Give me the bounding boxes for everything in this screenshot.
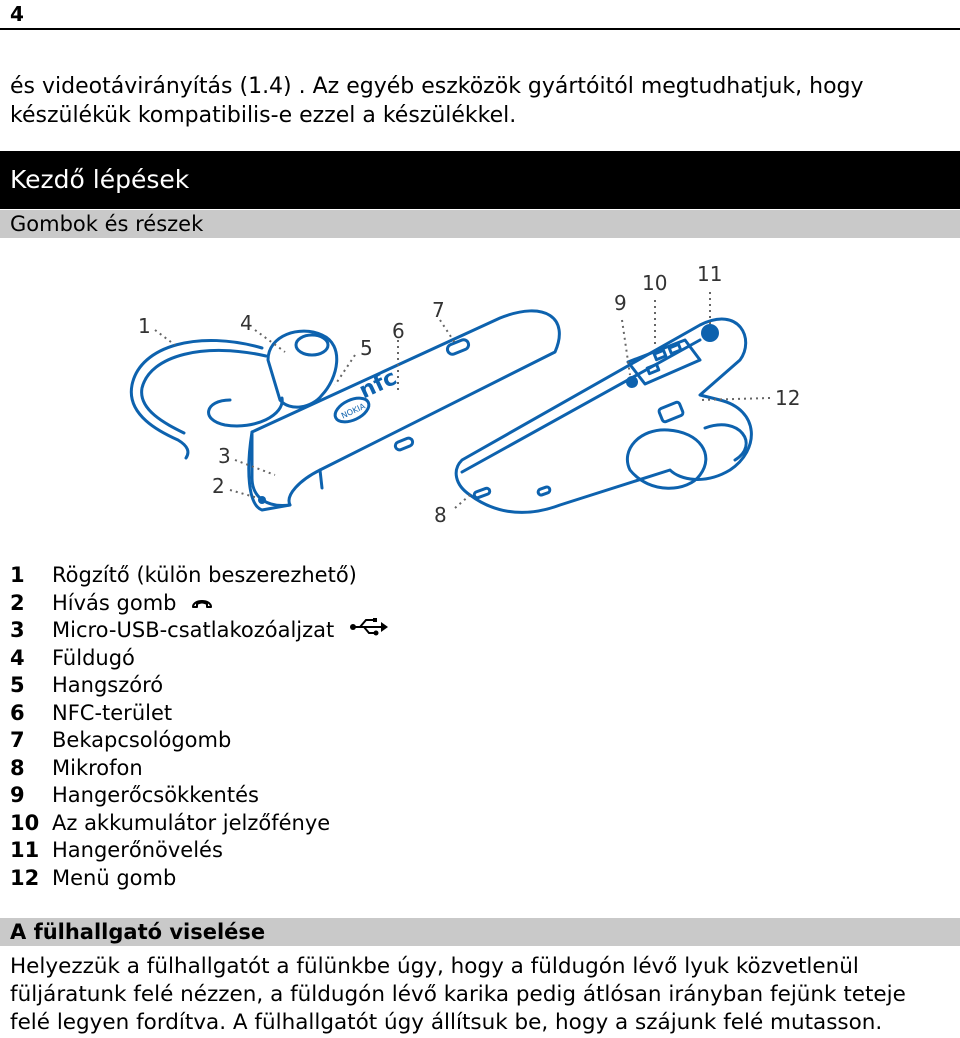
callout-5: 5 [360, 336, 373, 360]
callout-3: 3 [218, 444, 231, 468]
wearing-paragraph [10, 953, 955, 1037]
intro-paragraph [10, 72, 950, 130]
list-item: 11 Hangerőnövelés [10, 838, 223, 862]
callout-4: 4 [240, 311, 253, 335]
headset-body-right [456, 319, 751, 512]
earbud-right [627, 430, 705, 488]
battery-indicator [628, 340, 700, 384]
ear-hook [131, 340, 262, 458]
callout-11: 11 [697, 262, 723, 286]
callout-1: 1 [138, 314, 151, 338]
nfc-logo: nfc [355, 365, 401, 405]
list-item: 6 NFC-terület [10, 700, 173, 725]
callout-12: 12 [775, 386, 801, 410]
callout-2: 2 [212, 474, 225, 498]
list-item: 8 Mikrofon [10, 755, 143, 780]
list-item: 7 Bekapcsológomb [10, 728, 232, 752]
parts-legend [10, 562, 389, 892]
paragraph-line: füljáratunk felé nézzen, a füldugón lévő karika pedig átlósan irányban fejünk teteje [10, 982, 906, 1007]
callout-7: 7 [432, 298, 445, 322]
call-icon [191, 590, 213, 618]
paragraph-line: Helyezzük a fülhallgatót a fülünkbe úgy, hogy a füldugón lévő lyuk közvetlenül [10, 954, 859, 979]
callout-9: 9 [614, 291, 627, 315]
list-item: 3 Micro-USB-csatlakozóaljzat [10, 617, 389, 645]
list-item: 1 Rögzítő (külön beszerezhető) [10, 563, 357, 587]
subsection-title: Gombok és részek [0, 210, 960, 238]
page-number: 4 [10, 2, 24, 26]
list-item: 10 Az akkumulátor jelzőfénye [10, 810, 331, 835]
callout-10: 10 [642, 271, 668, 295]
list-item: 12 Menü gomb [10, 865, 177, 890]
usb-icon [349, 617, 389, 645]
list-item: 5 Hangszóró [10, 673, 164, 697]
header-rule [0, 28, 960, 30]
intro-line: készülékük kompatibilis-e ezzel a készülékkel. [10, 103, 517, 128]
list-item: 2 Hívás gomb [10, 590, 389, 618]
list-item: 9 Hangerőcsökkentés [10, 783, 259, 807]
callout-8: 8 [434, 503, 447, 527]
ear-hook-inner [142, 350, 266, 433]
section-title: Kezdő lépések [0, 151, 960, 209]
callout-6: 6 [392, 319, 405, 343]
list-item: 4 Füldugó [10, 645, 135, 670]
intro-line: és videotávirányítás (1.4) . Az egyéb eszközök gyártóitól megtudhatjuk, hogy [10, 74, 864, 99]
headset-illustration [120, 255, 820, 545]
paragraph-line: felé legyen fordítva. A fülhallgatót úgy állítsuk be, hogy a szájunk felé mutasson. [10, 1010, 883, 1035]
nokia-logo: NOKIA [339, 401, 367, 421]
wearing-title: A fülhallgató viselése [0, 918, 960, 946]
